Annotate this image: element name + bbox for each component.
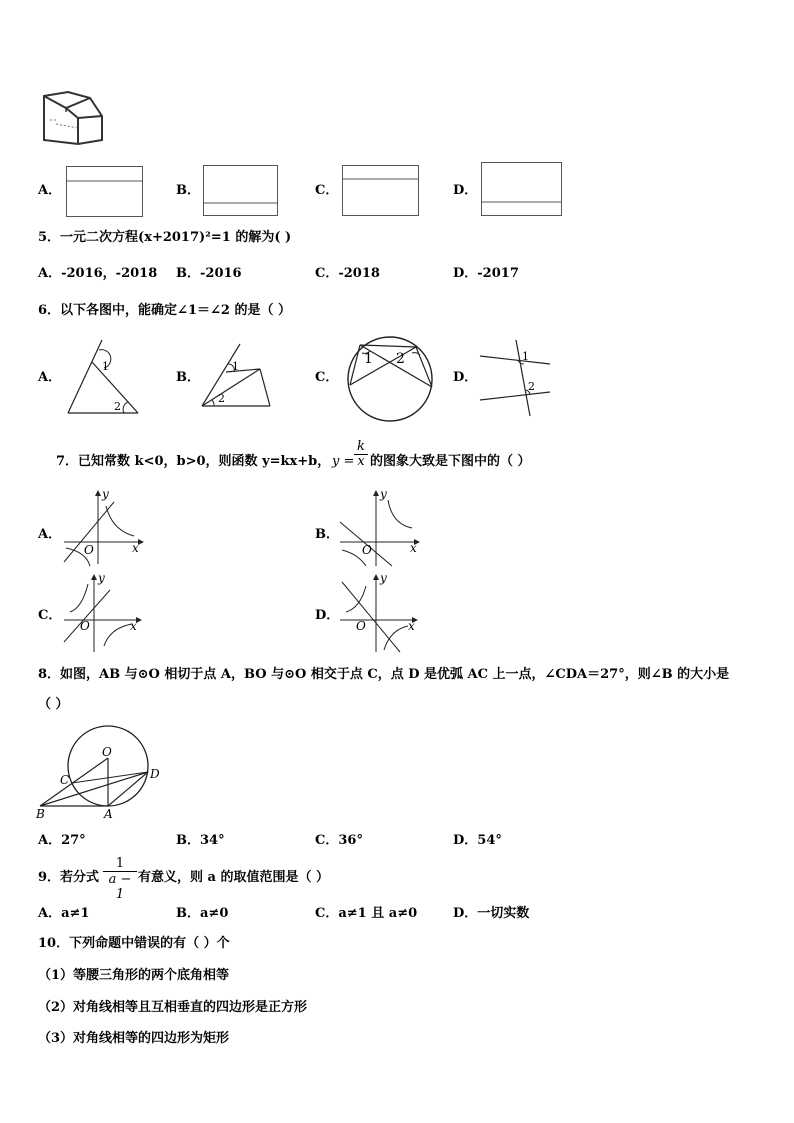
q8-option-b-text: 34° xyxy=(200,833,225,848)
q7d-origin-label: O xyxy=(356,619,366,633)
q6-option-b-figure xyxy=(200,342,272,410)
q6c-angle1: 1 xyxy=(364,351,373,367)
q10-stem: 10．下列命题中错误的有（ ）个 xyxy=(38,936,230,951)
q5-option-d-label: D． xyxy=(453,266,478,281)
q9-option-a-label: A． xyxy=(38,906,62,921)
q5-stem: 5．一元二次方程(x+2017)²=1 的解为( ) xyxy=(38,230,292,245)
q4-option-b-figure xyxy=(203,165,279,217)
q10-item-2: （2）对角线相等且互相垂直的四边形是正方形 xyxy=(38,1000,308,1015)
q6c-angle2: 2 xyxy=(396,351,405,367)
q9-option-c[interactable] xyxy=(315,906,417,922)
q4-option-b-label[interactable]: B． xyxy=(176,183,200,198)
q7-option-b-graph xyxy=(336,488,422,568)
q6-option-a-figure xyxy=(64,340,144,418)
q8-option-d[interactable] xyxy=(453,833,502,849)
q8-option-d-text: 54° xyxy=(477,833,502,848)
q9-stem-part2: 有意义，则 a 的取值范围是（ ） xyxy=(138,870,330,885)
q8-point-b: B xyxy=(36,807,45,821)
q4-option-c-label[interactable]: C． xyxy=(315,183,339,198)
q6-option-d-label[interactable]: D． xyxy=(453,370,478,385)
q6-option-b-label[interactable]: B． xyxy=(176,370,200,385)
q7-option-b-label[interactable]: B． xyxy=(315,527,339,542)
q9-option-d-label: D． xyxy=(453,906,478,921)
q7b-origin-label: O xyxy=(362,543,372,557)
q8-point-d: D xyxy=(150,767,160,781)
q8-option-a[interactable] xyxy=(38,833,86,849)
q5-option-b-text: -2016 xyxy=(200,266,242,281)
q7a-origin-label: O xyxy=(84,543,94,557)
q10-item-1: （1）等腰三角形的两个底角相等 xyxy=(38,968,230,983)
q4-option-a-label[interactable]: A． xyxy=(38,183,62,198)
q5-option-a[interactable] xyxy=(38,266,157,282)
q9-option-c-label: C． xyxy=(315,906,339,921)
q7b-x-label: x xyxy=(410,541,417,555)
q7c-x-label: x xyxy=(130,619,137,633)
q7-option-c-graph xyxy=(60,572,146,654)
q8-option-a-label: A． xyxy=(38,833,62,848)
q7-option-d-graph xyxy=(336,572,422,654)
q7-stem-part1: 7．已知常数 k<0，b>0，则函数 y=kx+b， xyxy=(56,454,331,469)
q7a-y-label: y xyxy=(102,487,109,501)
q6-option-c-label[interactable]: C． xyxy=(315,370,339,385)
q5-option-d[interactable] xyxy=(453,266,519,282)
q5-option-a-text: -2016，-2018 xyxy=(61,266,158,281)
q8-option-c-label: C． xyxy=(315,833,339,848)
q7-formula-lhs: y = xyxy=(332,454,355,469)
q8-point-o: O xyxy=(102,745,112,759)
q4-option-c-figure xyxy=(342,165,420,217)
q8-option-b-label: B． xyxy=(176,833,200,848)
q8-point-a: A xyxy=(104,807,113,821)
q4-option-d-label[interactable]: D． xyxy=(453,183,478,198)
q5-option-b-label: B． xyxy=(176,266,200,281)
q6a-angle1: 1 xyxy=(102,360,109,373)
q8-option-d-label: D． xyxy=(453,833,478,848)
q9-option-c-text: a≠1 且 a≠0 xyxy=(338,906,418,921)
q9-option-a-text: a≠1 xyxy=(61,906,90,921)
q9-option-b-text: a≠0 xyxy=(200,906,229,921)
q9-frac-num: 1 xyxy=(115,856,125,871)
q7-option-a-label[interactable]: A． xyxy=(38,527,62,542)
q5-option-b[interactable] xyxy=(176,266,242,282)
q6d-angle1: 1 xyxy=(522,350,529,363)
q8-option-c-text: 36° xyxy=(338,833,363,848)
q4-option-a-figure xyxy=(66,166,144,218)
q8-option-a-text: 27° xyxy=(61,833,86,848)
q8-stem: 8．如图，AB 与⊙O 相切于点 A，BO 与⊙O 相交于点 C，点 D 是优弧 AC 上一点，∠CDA＝27°，则∠B 的大小是 xyxy=(38,667,730,682)
q7-option-a-graph xyxy=(60,488,146,568)
q6-option-c-figure xyxy=(346,335,436,427)
q8-stem-cont: （ ） xyxy=(38,697,69,712)
q8-option-b[interactable] xyxy=(176,833,225,849)
q7d-y-label: y xyxy=(380,571,387,585)
q4-solid-figure xyxy=(38,88,108,148)
q9-frac-den: a − 1 xyxy=(108,872,132,902)
q7c-y-label: y xyxy=(98,571,105,585)
q5-option-c-label: C． xyxy=(315,266,339,281)
q8-option-c[interactable] xyxy=(315,833,363,849)
q6-stem: 6．以下各图中，能确定∠1＝∠2 的是（ ） xyxy=(38,303,291,318)
q6-option-d-figure xyxy=(478,338,554,418)
q10-item-3: （3）对角线相等的四边形为矩形 xyxy=(38,1031,230,1046)
q6b-angle2: 2 xyxy=(218,392,225,405)
q7-formula-num: k xyxy=(357,439,365,454)
q5-option-c-text: -2018 xyxy=(338,266,380,281)
q9-option-d-text: 一切实数 xyxy=(477,906,530,921)
q7-option-d-label[interactable]: D． xyxy=(315,608,340,623)
q7a-x-label: x xyxy=(132,541,139,555)
q9-stem-part1: 9．若分式 xyxy=(38,870,100,885)
q5-option-a-label: A． xyxy=(38,266,62,281)
q7b-y-label: y xyxy=(380,487,387,501)
q9-option-a[interactable] xyxy=(38,906,89,922)
q4-option-d-figure xyxy=(481,162,563,217)
q6d-angle2: 2 xyxy=(528,380,535,393)
q9-option-b[interactable] xyxy=(176,906,228,922)
q9-option-d[interactable] xyxy=(453,906,529,922)
q8-figure xyxy=(36,724,166,820)
q7-option-c-label[interactable]: C． xyxy=(38,608,62,623)
q5-option-d-text: -2017 xyxy=(477,266,519,281)
q7-formula-fraction xyxy=(354,440,368,469)
q7d-x-label: x xyxy=(408,619,415,633)
q7-formula-den: x xyxy=(357,454,365,469)
q6a-angle2: 2 xyxy=(114,400,121,413)
q6b-angle1: 1 xyxy=(232,360,239,373)
q9-fraction xyxy=(103,856,137,902)
q7-stem-part2: 的图象大致是下图中的（ ） xyxy=(370,454,531,469)
q7c-origin-label: O xyxy=(80,619,90,633)
q8-point-c: C xyxy=(60,773,70,787)
q9-option-b-label: B． xyxy=(176,906,200,921)
q6-option-a-label[interactable]: A． xyxy=(38,370,62,385)
q5-option-c[interactable] xyxy=(315,266,380,282)
